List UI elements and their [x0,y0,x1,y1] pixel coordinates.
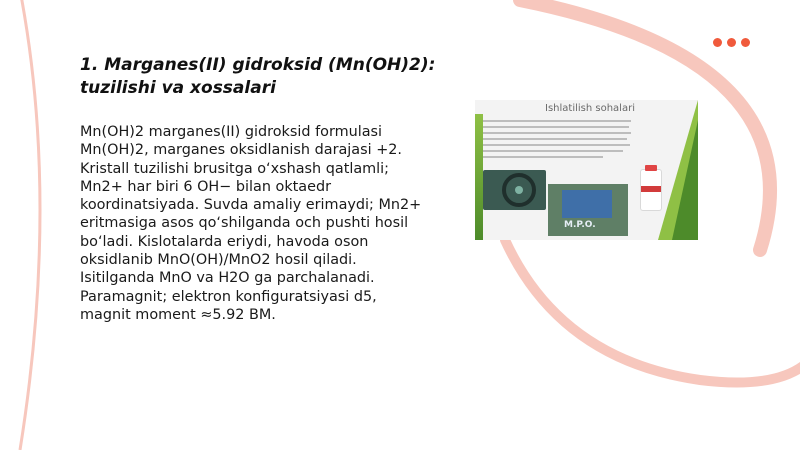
photo-label: M.P.O. [564,220,596,230]
dot [713,38,722,47]
thumbnail-text-lines [483,118,633,164]
dot [727,38,736,47]
slide-thumbnail-image [475,100,698,240]
green-accent-bar [475,114,483,240]
slide-body-text: Mn(OH)2 marganes(II) gidroksid formulasi Mn(OH)2, marganes oksidlanish darajasi +2. Kristall tuzilishi brusitga o‘xshash qatlamli; Mn2+ har biri 6 OH− bilan oktaedr koordinatsiyada. Suvda amaliy erimaydi; Mn2+ eritmasiga asos qo‘shilganda och pushti hosil bo‘ladi. Kislotalarda eriydi, havoda oson oksidlanib MnO(OH)/MnO2 hosil qiladi. Isitilganda MnO va H2O ga parchalanadi. Paramagnit; elektron konfiguratsiyasi d5, magnit moment ≈5.92 BM. [80,124,422,323]
photo-device [483,170,546,210]
photo-bottle [632,165,668,220]
photo-product-box [548,184,628,236]
three-dots-icon [713,38,750,47]
thumbnail-title: Ishlatilish sohalari [545,103,635,114]
slide-title: 1. Marganes(II) gidroksid (Mn(OH)2): tuzilishi va xossalari [80,55,436,98]
dot [741,38,750,47]
